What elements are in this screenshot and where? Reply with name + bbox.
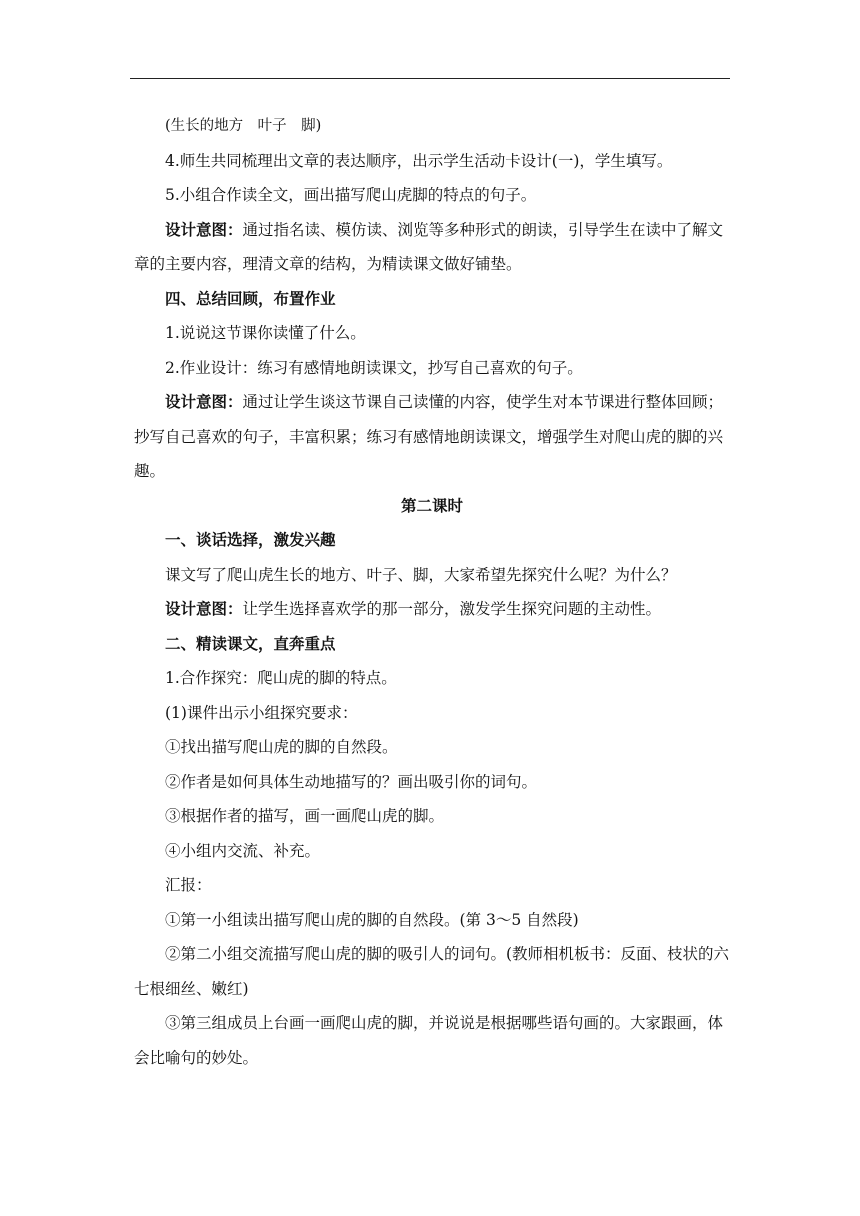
section-heading: 四、总结回顾，布置作业 — [165, 289, 336, 308]
text-line: 1.说说这节课你读懂了什么。 — [165, 324, 366, 342]
text-line: 课文写了爬山虎生长的地方、叶子、脚，大家希望先探究什么呢？为什么？ — [165, 565, 677, 584]
list-item: ②第二小组交流描写爬山虎的脚的吸引人的词句。(教师相机板书：反面、枝状的六七根细丝、嫩红) — [134, 945, 730, 998]
list-item: ①找出描写爬山虎的脚的自然段。 — [165, 738, 398, 756]
list-item: ④小组内交流、补充。 — [165, 841, 321, 860]
design-intent-label: 设计意图： — [165, 393, 243, 411]
text-line: 5.小组合作读全文，画出描写爬山虎脚的特点的句子。 — [165, 186, 537, 204]
text-line: 2.作业设计：练习有感情地朗读课文，抄写自己喜欢的句子。 — [165, 358, 583, 377]
header-rule — [130, 78, 730, 79]
paragraph-text: 让学生选择喜欢学的那一部分，激发学生探究问题的主动性。 — [242, 600, 662, 618]
paragraph-text: 通过让学生谈这节课自己读懂的内容，使学生对本节课进行整体回顾；抄写自己喜欢的句子，丰富积累；练习有感情地朗读课文，增强学生对爬山虎的脚的兴趣。 — [134, 393, 724, 480]
list-item: ①第一小组读出描写爬山虎的脚的自然段。(第 3～5 自然段) — [165, 910, 579, 929]
paragraph-text: 通过指名读、模仿读、浏览等多种形式的朗读，引导学生在读中了解文章的主要内容，理清文章的结构，为精读课文做好铺垫。 — [134, 220, 724, 273]
design-intent-paragraph — [134, 213, 730, 282]
design-intent-label: 设计意图： — [165, 220, 243, 239]
document-body — [134, 109, 730, 1075]
text-line: (生长的地方 叶子 脚) — [165, 118, 322, 134]
design-intent-paragraph — [134, 385, 730, 489]
section-heading: 一、谈话选择，激发兴趣 — [165, 531, 336, 549]
design-intent-label: 设计意图： — [165, 600, 243, 618]
list-item: ③第三组成员上台画一画爬山虎的脚，并说说是根据哪些语句画的。大家跟画，体会比喻句的妙处。 — [134, 1014, 724, 1067]
text-line: 1.合作探究：爬山虎的脚的特点。 — [165, 669, 397, 687]
list-item: ③根据作者的描写，画一画爬山虎的脚。 — [165, 807, 445, 825]
design-intent-paragraph — [134, 592, 730, 627]
text-line: (1)课件出示小组探究要求： — [165, 703, 358, 722]
list-item: ②作者是如何具体生动地描写的？画出吸引你的词句。 — [165, 772, 538, 791]
text-line: 4.师生共同梳理出文章的表达顺序，出示学生活动卡设计(一)，学生填写。 — [165, 151, 673, 170]
text-line: 汇报： — [165, 876, 212, 894]
section-heading: 二、精读课文，直奔重点 — [165, 634, 336, 653]
lesson-title: 第二课时 — [400, 496, 463, 515]
